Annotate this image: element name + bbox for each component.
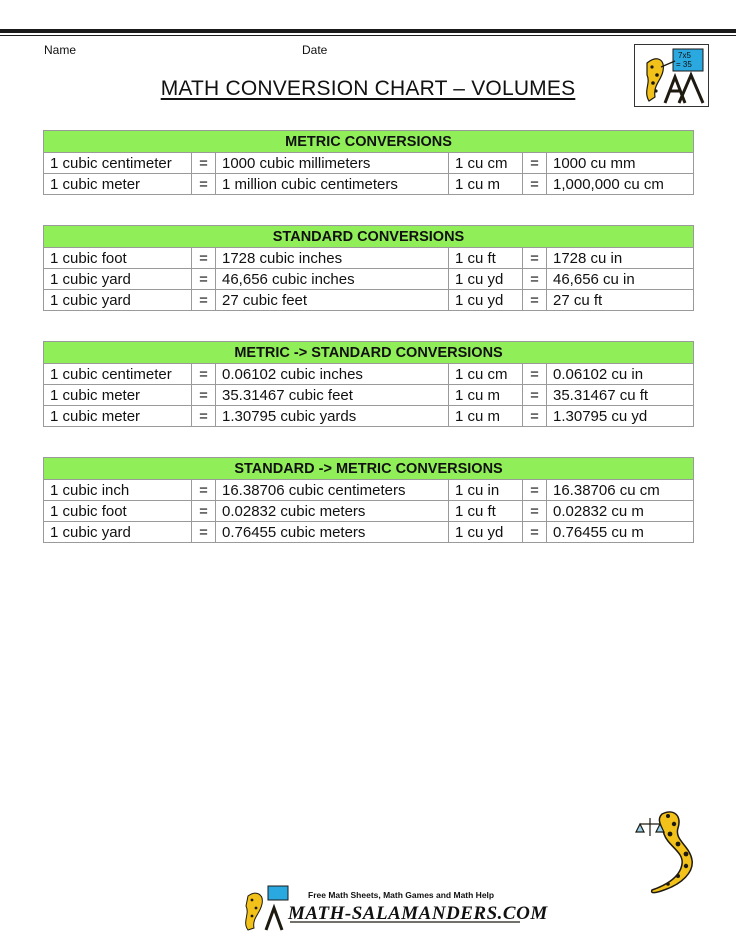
unit-cell: 1 cubic yard [44, 269, 192, 290]
abbr-value-cell: 35.31467 cu ft [547, 385, 694, 406]
unit-cell: 1 cubic yard [44, 522, 192, 543]
abbr-unit-cell: 1 cu cm [449, 364, 523, 385]
table-heading: METRIC CONVERSIONS [44, 131, 694, 153]
equals-cell: = [523, 385, 547, 406]
unit-cell: 1 cubic centimeter [44, 364, 192, 385]
equals-cell: = [523, 501, 547, 522]
board-text-1: 7x5 [678, 51, 691, 60]
equals-cell: = [192, 248, 216, 269]
equals-cell: = [523, 522, 547, 543]
value-cell: 1000 cubic millimeters [216, 153, 449, 174]
abbr-unit-cell: 1 cu yd [449, 290, 523, 311]
unit-cell: 1 cubic meter [44, 385, 192, 406]
value-cell: 1728 cubic inches [216, 248, 449, 269]
table-row [44, 501, 694, 522]
equals-cell: = [192, 290, 216, 311]
value-cell: 35.31467 cubic feet [216, 385, 449, 406]
equals-cell: = [523, 174, 547, 195]
value-cell: 0.76455 cubic meters [216, 522, 449, 543]
unit-cell: 1 cubic foot [44, 501, 192, 522]
table-heading: STANDARD CONVERSIONS [44, 226, 694, 248]
unit-cell: 1 cubic inch [44, 480, 192, 501]
equals-cell: = [523, 269, 547, 290]
table-row [44, 174, 694, 195]
abbr-unit-cell: 1 cu cm [449, 153, 523, 174]
page-title-text: MATH CONVERSION CHART – VOLUMES [160, 77, 576, 100]
equals-cell: = [523, 248, 547, 269]
equals-cell: = [192, 174, 216, 195]
equals-cell: = [523, 364, 547, 385]
table-row [44, 290, 694, 311]
abbr-unit-cell: 1 cu m [449, 406, 523, 427]
abbr-value-cell: 0.06102 cu in [547, 364, 694, 385]
abbr-unit-cell: 1 cu m [449, 385, 523, 406]
table-row [44, 269, 694, 290]
footer-tagline: Free Math Sheets, Math Games and Math Help [308, 890, 495, 900]
unit-cell: 1 cubic meter [44, 174, 192, 195]
table-row [44, 364, 694, 385]
equals-cell: = [192, 385, 216, 406]
abbr-value-cell: 1000 cu mm [547, 153, 694, 174]
table-heading: METRIC -> STANDARD CONVERSIONS [44, 342, 694, 364]
equals-cell: = [523, 406, 547, 427]
abbr-value-cell: 0.76455 cu m [547, 522, 694, 543]
standard-conversions-table [43, 225, 694, 311]
abbr-value-cell: 27 cu ft [547, 290, 694, 311]
equals-cell: = [192, 501, 216, 522]
value-cell: 0.02832 cubic meters [216, 501, 449, 522]
standard-to-metric-table [43, 457, 694, 543]
abbr-value-cell: 16.38706 cu cm [547, 480, 694, 501]
table-heading: STANDARD -> METRIC CONVERSIONS [44, 458, 694, 480]
name-label: Name [44, 43, 77, 57]
abbr-value-cell: 1.30795 cu yd [547, 406, 694, 427]
page-title [0, 77, 736, 101]
top-rule-thin [0, 35, 736, 36]
value-cell: 1 million cubic centimeters [216, 174, 449, 195]
value-cell: 0.06102 cubic inches [216, 364, 449, 385]
table-row [44, 480, 694, 501]
abbr-value-cell: 1,000,000 cu cm [547, 174, 694, 195]
equals-cell: = [192, 153, 216, 174]
metric-to-standard-table [43, 341, 694, 427]
equals-cell: = [192, 522, 216, 543]
equals-cell: = [192, 480, 216, 501]
equals-cell: = [523, 153, 547, 174]
top-rule [0, 29, 736, 33]
unit-cell: 1 cubic centimeter [44, 153, 192, 174]
table-row [44, 406, 694, 427]
equals-cell: = [192, 269, 216, 290]
abbr-unit-cell: 1 cu in [449, 480, 523, 501]
value-cell: 46,656 cubic inches [216, 269, 449, 290]
board-text-2: = 35 [676, 60, 692, 69]
table-row [44, 153, 694, 174]
value-cell: 1.30795 cubic yards [216, 406, 449, 427]
equals-cell: = [192, 406, 216, 427]
footer-brand[interactable]: MATH-SALAMANDERS.COM [288, 903, 548, 924]
value-cell: 27 cubic feet [216, 290, 449, 311]
abbr-value-cell: 0.02832 cu m [547, 501, 694, 522]
equals-cell: = [523, 290, 547, 311]
abbr-unit-cell: 1 cu ft [449, 501, 523, 522]
salamander-body-icon [647, 59, 664, 101]
abbr-value-cell: 46,656 cu in [547, 269, 694, 290]
salamander-scales-icon [634, 806, 710, 898]
table-row [44, 248, 694, 269]
abbr-unit-cell: 1 cu yd [449, 269, 523, 290]
abbr-value-cell: 1728 cu in [547, 248, 694, 269]
unit-cell: 1 cubic foot [44, 248, 192, 269]
date-label: Date [302, 43, 328, 57]
value-cell: 16.38706 cubic centimeters [216, 480, 449, 501]
salamander-teacher-icon [635, 45, 708, 106]
math-salamanders-logo [634, 44, 709, 107]
unit-cell: 1 cubic meter [44, 406, 192, 427]
table-row [44, 522, 694, 543]
abbr-unit-cell: 1 cu yd [449, 522, 523, 543]
unit-cell: 1 cubic yard [44, 290, 192, 311]
abbr-unit-cell: 1 cu ft [449, 248, 523, 269]
equals-cell: = [192, 364, 216, 385]
metric-conversions-table [43, 130, 694, 195]
table-row [44, 385, 694, 406]
abbr-unit-cell: 1 cu m [449, 174, 523, 195]
equals-cell: = [523, 480, 547, 501]
